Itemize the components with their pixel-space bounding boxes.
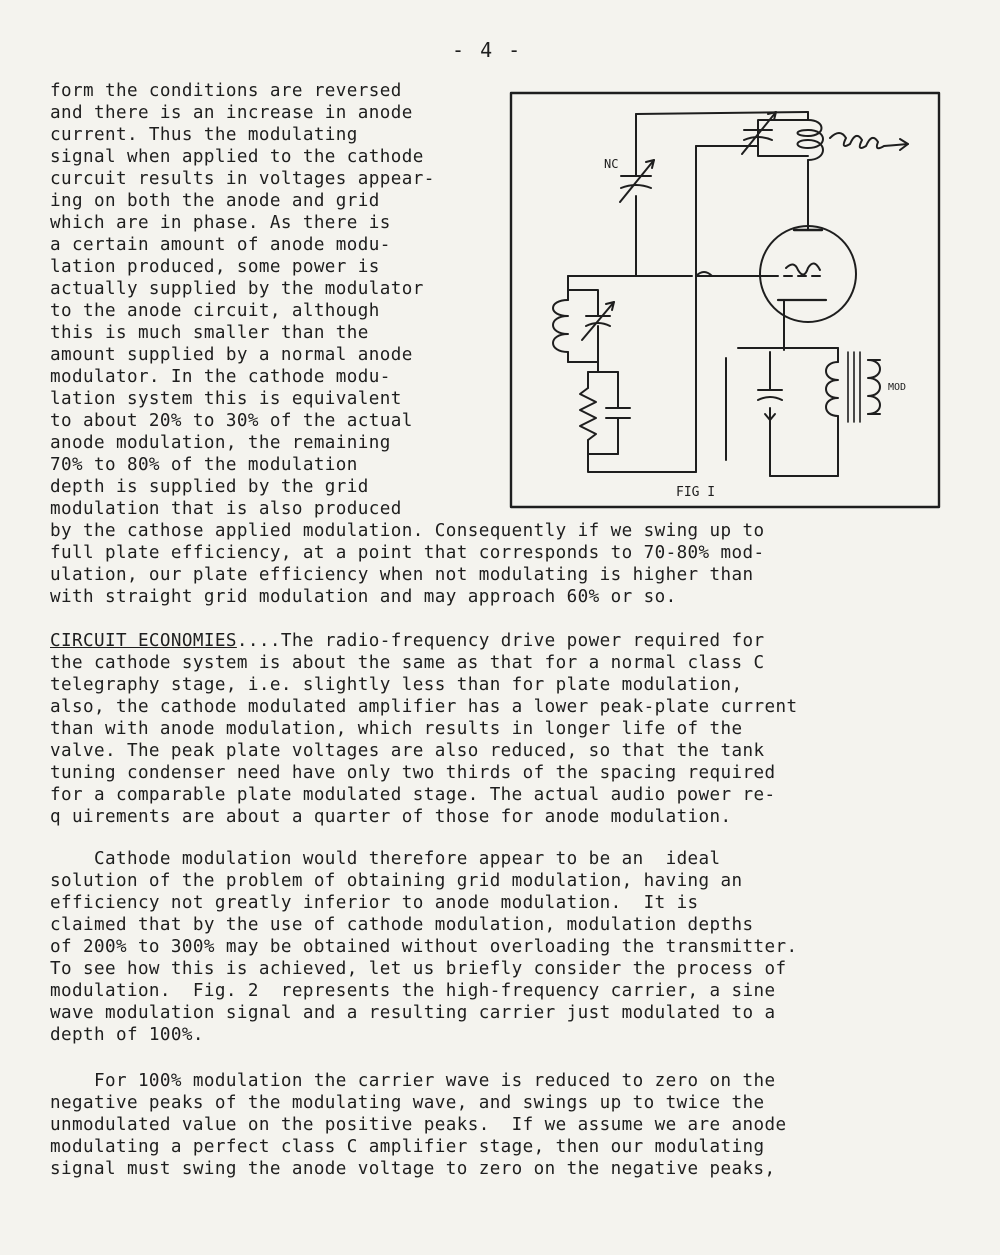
text-line: which are in phase. As there is (50, 213, 391, 233)
text-line: curcuit results in voltages appear- (50, 169, 435, 189)
text-line: to about 20% to 30% of the actual (50, 411, 413, 431)
text-line: 70% to 80% of the modulation (50, 455, 358, 475)
tank-coil (798, 120, 824, 160)
text-line: lation system this is equivalent (50, 389, 402, 409)
text-line: To see how this is achieved, let us briefly consider the process of (50, 959, 787, 979)
circuit-figure (508, 90, 942, 510)
text-line: signal must swing the anode voltage to zero on the negative peaks, (50, 1159, 776, 1179)
text-line: depth is supplied by the grid (50, 477, 369, 497)
text-line: Cathode modulation would therefore appear to be an ideal (50, 849, 721, 869)
text-line: for a comparable plate modulated stage. The actual audio power re- (50, 785, 776, 805)
text-line: q uirements are about a quarter of those for anode modulation. (50, 807, 732, 827)
text-line: also, the cathode modulated amplifier has a lower peak-plate current (50, 697, 798, 717)
text-line: current. Thus the modulating (50, 125, 358, 145)
grid-bypass-capacitor (606, 408, 630, 418)
text-line: modulation. Fig. 2 represents the high-frequency carrier, a sine (50, 981, 776, 1001)
wire (636, 112, 808, 114)
wire (588, 454, 696, 472)
text-line: amount supplied by a normal anode (50, 345, 413, 365)
text-line: valve. The peak plate voltages are also reduced, so that the tank (50, 741, 765, 761)
output-coil (830, 133, 908, 150)
cathode-bypass-capacitor (758, 390, 782, 420)
nc-label: NC (604, 157, 619, 171)
wire (568, 290, 598, 316)
mod-label: MOD (888, 382, 907, 393)
text-line: actually supplied by the modulator (50, 279, 424, 299)
text-line: by the cathose applied modulation. Consequently if we swing up to (50, 521, 765, 541)
grid-coil (553, 300, 568, 352)
text-line: negative peaks of the modulating wave, and swings up to twice the (50, 1093, 765, 1113)
text-line: of 200% to 300% may be obtained without overloading the transmitter. (50, 937, 798, 957)
section-heading: CIRCUIT ECONOMIES (50, 631, 237, 651)
grid-resistor (580, 388, 596, 440)
text-line: For 100% modulation the carrier wave is reduced to zero on the (50, 1071, 776, 1091)
text-line: claimed that by the use of cathode modulation, modulation depths (50, 915, 754, 935)
page-number: - 4 - (452, 38, 523, 62)
text-line: lation produced, some power is (50, 257, 380, 277)
text-line: depth of 100%. (50, 1025, 204, 1045)
text-line: solution of the problem of obtaining grid modulation, having an (50, 871, 743, 891)
valve-filament (786, 263, 820, 274)
text-line: wave modulation signal and a resulting carrier just modulated to a (50, 1003, 776, 1023)
text-line: and there is an increase in anode (50, 103, 413, 123)
heading-line-rest: ....The radio-frequency drive power required for (236, 631, 765, 651)
text-line: a certain amount of anode modu- (50, 235, 391, 255)
text-line: full plate efficiency, at a point that corresponds to 70-80% mod- (50, 543, 765, 563)
text-line: modulation that is also produced (50, 499, 402, 519)
text-line: modulator. In the cathode modu- (50, 367, 391, 387)
text-line: with straight grid modulation and may approach 60% or so. (50, 587, 677, 607)
text-line: than with anode modulation, which results in longer life of the (50, 719, 743, 739)
text-line: form the conditions are reversed (50, 81, 402, 101)
text-line: this is much smaller than the (50, 323, 369, 343)
section-heading-line (50, 630, 765, 652)
modulation-transformer (826, 352, 880, 422)
text-line: telegraphy stage, i.e. slightly less than for plate modulation, (50, 675, 743, 695)
text-line: ing on both the anode and grid (50, 191, 380, 211)
text-line: ulation, our plate efficiency when not modulating is higher than (50, 565, 754, 585)
valve-envelope (760, 226, 856, 322)
text-line: efficiency not greatly inferior to anode modulation. It is (50, 893, 699, 913)
text-line: to the anode circuit, although (50, 301, 380, 321)
text-line: anode modulation, the remaining (50, 433, 391, 453)
text-line: unmodulated value on the positive peaks. If we assume we are anode (50, 1115, 787, 1135)
wire (568, 326, 598, 362)
text-line: signal when applied to the cathode (50, 147, 424, 167)
figure-caption: FIG I (676, 485, 716, 500)
text-line: modulating a perfect class C amplifier stage, then our modulating (50, 1137, 765, 1157)
text-line: tuning condenser need have only two thirds of the spacing required (50, 763, 776, 783)
text-line: the cathode system is about the same as that for a normal class C (50, 653, 765, 673)
